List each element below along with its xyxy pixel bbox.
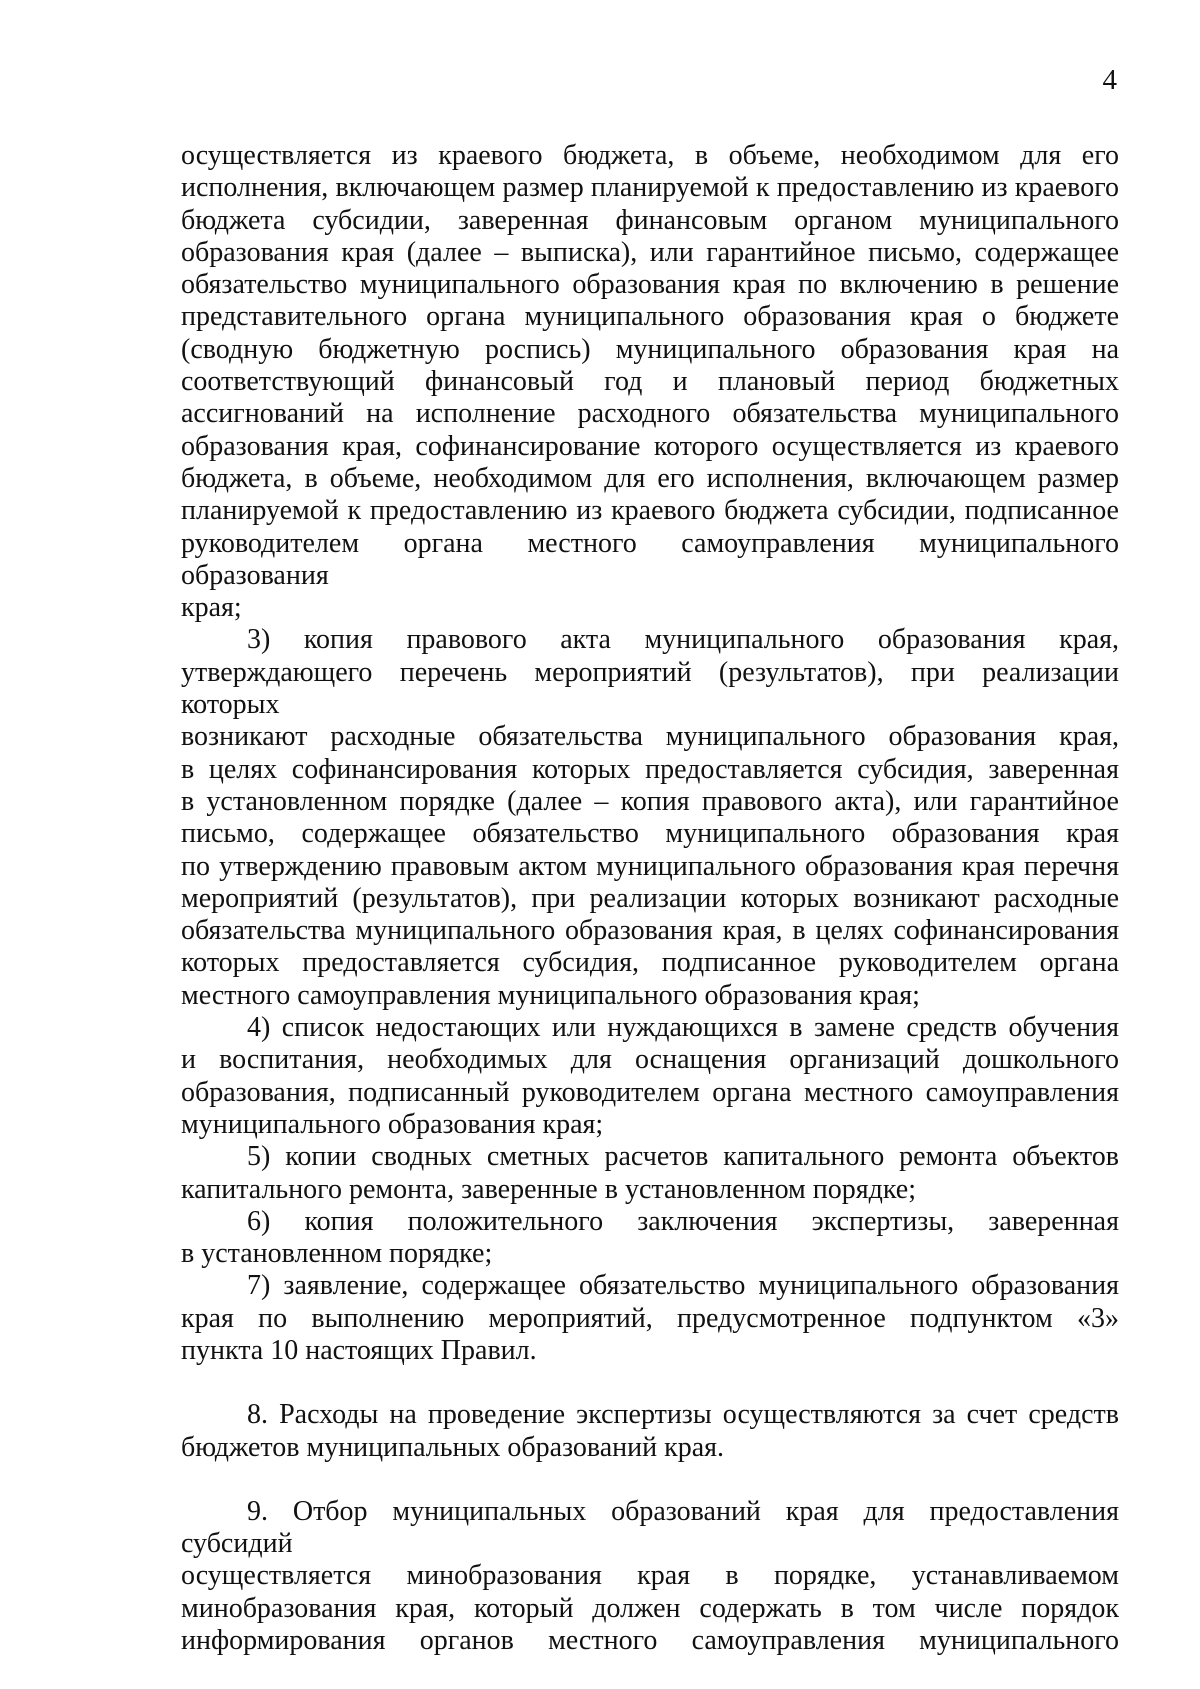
text-line: местного самоуправления муниципального образования края; — [181, 979, 920, 1011]
text-line: пункта 10 настоящих Правил. — [181, 1334, 537, 1366]
text-line: которых предоставляется субсидия, подписанное руководителем органа — [181, 947, 1119, 979]
text-line: бюджетов муниципальных образований края. — [181, 1431, 725, 1463]
text-line: 5) копии сводных сметных расчетов капитального ремонта объектов — [247, 1141, 1119, 1173]
text-line: исполнения, включающем размер планируемой к предоставлению из краевого — [181, 172, 1119, 204]
text-line: бюджета субсидии, заверенная финансовым органом муниципального — [181, 204, 1119, 236]
paragraph-item-3 — [181, 624, 1119, 1012]
text-line: утверждающего перечень мероприятий (результатов), при реализации которых — [181, 656, 1119, 721]
text-line: планируемой к предоставлению из краевого бюджета субсидии, подписанное — [181, 495, 1119, 527]
text-line: мероприятий (результатов), при реализации которых возникают расходные — [181, 882, 1119, 914]
text-line: образования края, софинансирование которого осуществляется из краевого — [181, 430, 1119, 462]
text-line: представительного органа муниципального образования края о бюджете — [181, 301, 1119, 333]
text-line: осуществляется из краевого бюджета, в объеме, необходимом для его — [181, 140, 1119, 171]
page-number: 4 — [1102, 64, 1117, 96]
text-line: руководителем органа местного самоуправления муниципального образования — [181, 527, 1119, 591]
text-line: минобразования края, который должен содержать в том числе порядок — [181, 1592, 1119, 1624]
text-line: 6) копия положительного заключения экспертизы, заверенная — [247, 1205, 1119, 1237]
text-line: в установленном порядке (далее – копия правового акта), или гарантийное — [181, 785, 1119, 817]
section-8 — [181, 1399, 1119, 1464]
text-line: образования, подписанный руководителем органа местного самоуправления — [181, 1076, 1119, 1108]
text-line: письмо, содержащее обязательство муниципального образования края — [181, 818, 1119, 850]
text-line: (сводную бюджетную роспись) муниципального образования края на — [181, 333, 1119, 365]
text-line: бюджета, в объеме, необходимом для его исполнения, включающем размер — [181, 462, 1119, 494]
paragraph-item-2-continuation — [181, 140, 1119, 624]
text-line: 9. Отбор муниципальных образований края для предоставления субсидий — [181, 1495, 1119, 1560]
paragraph-item-6 — [181, 1206, 1119, 1271]
text-line: возникают расходные обязательства муниципального образования края, — [181, 721, 1119, 753]
text-line: обязательства муниципального образования края, в целях софинансирования — [181, 915, 1119, 947]
text-line: образования края (далее – выписка), или гарантийное письмо, содержащее — [181, 236, 1119, 268]
text-line: в целях софинансирования которых предоставляется субсидия, заверенная — [181, 753, 1119, 785]
text-line: и воспитания, необходимых для оснащения организаций дошкольного — [181, 1044, 1119, 1076]
text-line: края по выполнению мероприятий, предусмотренное подпунктом «3» — [181, 1302, 1119, 1334]
text-line: в установленном порядке; — [181, 1238, 493, 1270]
text-line: 7) заявление, содержащее обязательство муниципального образования — [247, 1270, 1119, 1302]
text-line: муниципального образования края; — [181, 1108, 604, 1140]
text-line: края; — [181, 592, 242, 624]
text-line: осуществляется минобразования края в порядке, устанавливаемом — [181, 1560, 1119, 1592]
paragraph-item-4 — [181, 1012, 1119, 1141]
paragraph-item-7 — [181, 1270, 1119, 1367]
text-line: соответствующий финансовый год и плановый период бюджетных — [181, 366, 1119, 398]
text-line: по утверждению правовым актом муниципального образования края перечня — [181, 850, 1119, 882]
document-body — [181, 140, 1119, 1657]
text-line: ассигнований на исполнение расходного обязательства муниципального — [181, 398, 1119, 430]
text-line: 8. Расходы на проведение экспертизы осуществляются за счет средств — [247, 1399, 1119, 1431]
text-line: информирования органов местного самоуправления муниципального — [181, 1625, 1119, 1657]
text-line: обязательство муниципального образования края по включению в решение — [181, 269, 1119, 301]
text-line: 3) копия правового акта муниципального образования края, — [247, 624, 1119, 656]
paragraph-item-5 — [181, 1141, 1119, 1206]
section-9 — [181, 1496, 1119, 1657]
text-line: 4) список недостающих или нуждающихся в замене средств обучения — [247, 1012, 1119, 1044]
text-line: капитального ремонта, заверенные в установленном порядке; — [181, 1173, 916, 1205]
